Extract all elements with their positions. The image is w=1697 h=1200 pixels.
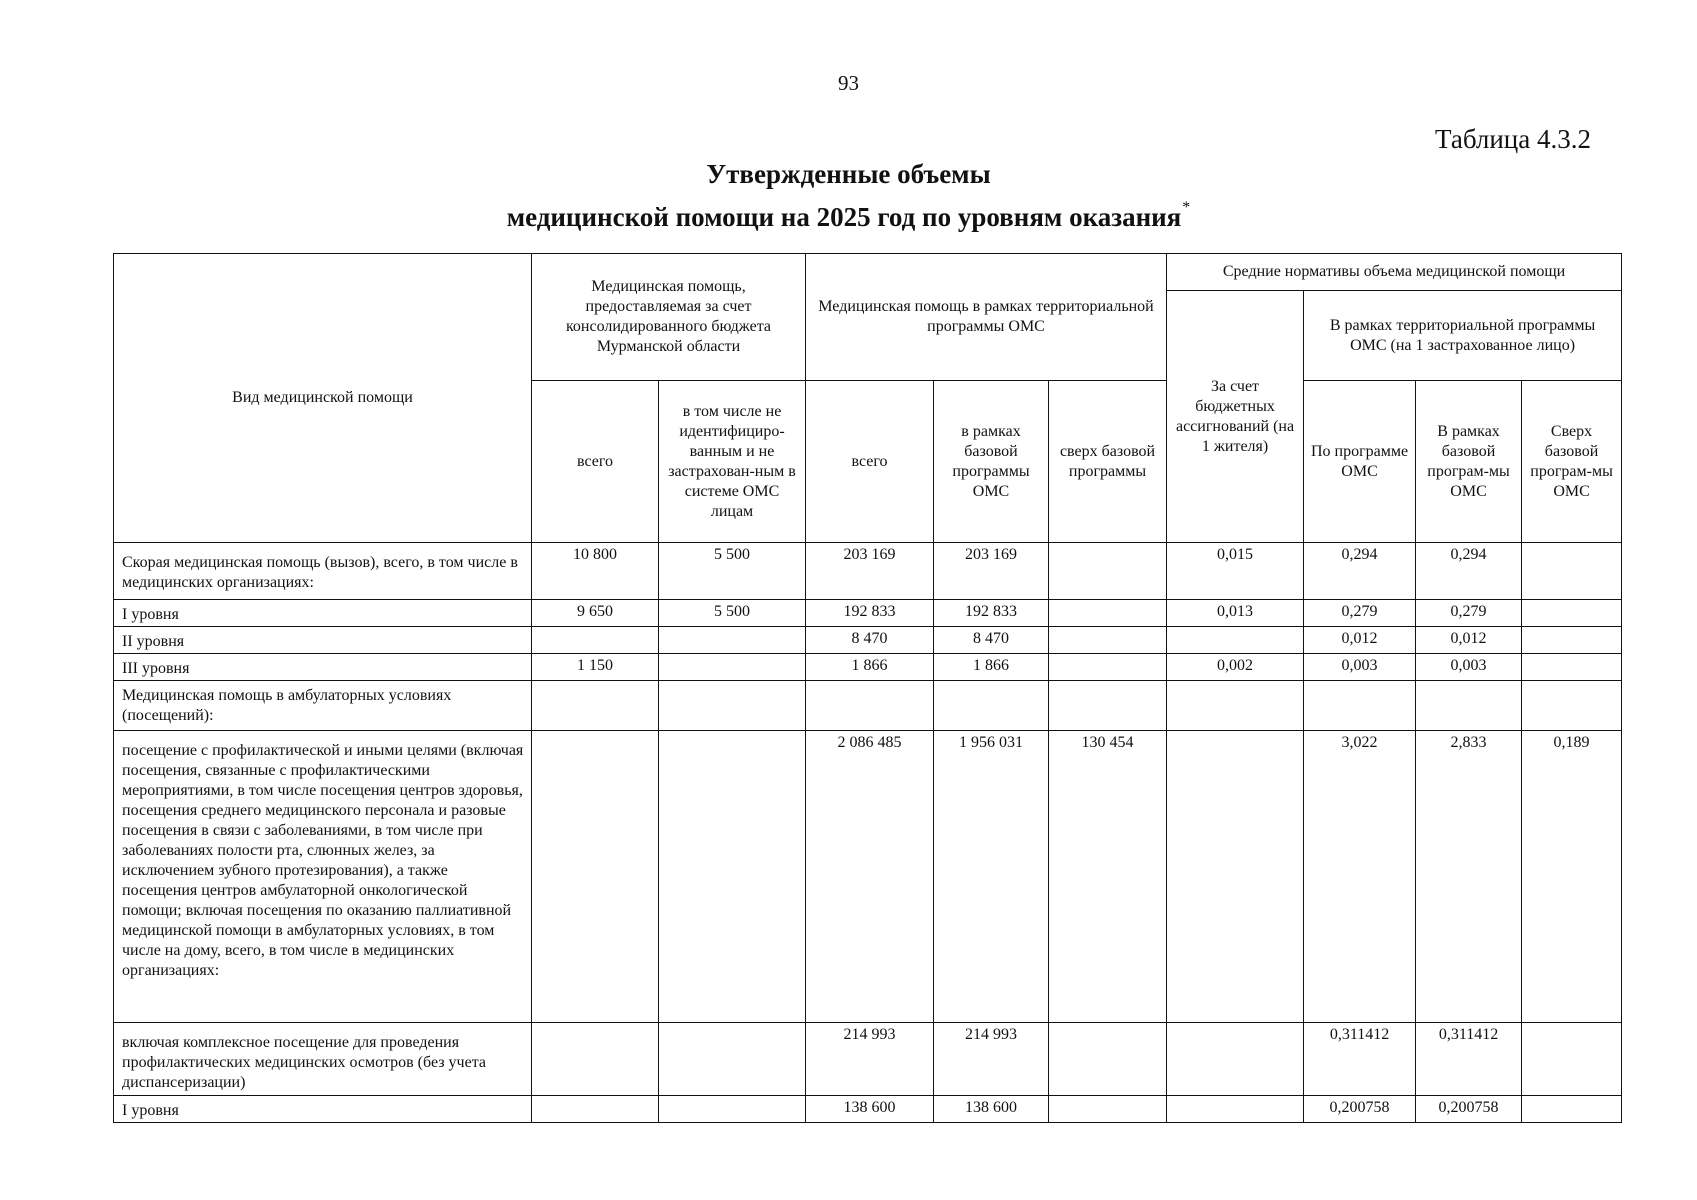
header-budget-group: Медицинская помощь, предоставляемая за счет консолидированного бюджета Мурманской области bbox=[532, 254, 806, 381]
row-label: Медицинская помощь в амбулаторных условиях (посещений): bbox=[114, 681, 532, 731]
title-line-2 bbox=[0, 191, 1697, 234]
table-row bbox=[114, 1023, 1622, 1096]
cell-value: 214 993 bbox=[806, 1023, 934, 1096]
title-line-1: Утвержденные объемы bbox=[706, 159, 991, 189]
cell-value bbox=[532, 627, 659, 654]
cell-value: 203 169 bbox=[806, 543, 934, 600]
cell-value bbox=[1522, 1096, 1622, 1123]
cell-value bbox=[1167, 627, 1304, 654]
cell-value: 138 600 bbox=[806, 1096, 934, 1123]
cell-value: 5 500 bbox=[659, 600, 806, 627]
header-norm-above-base: Сверх базовой програм-мы ОМС bbox=[1522, 381, 1622, 543]
row-label: включая комплексное посещение для проведения профилактических медицинских осмотров (без учета диспансеризации) bbox=[114, 1023, 532, 1096]
header-oms-base: в рамках базовой программы ОМС bbox=[934, 381, 1049, 543]
cell-value: 138 600 bbox=[934, 1096, 1049, 1123]
footnote-mark: * bbox=[1182, 199, 1191, 216]
cell-value bbox=[1167, 681, 1304, 731]
header-budget-per-resident: За счет бюджетных ассигнований (на 1 жителя) bbox=[1167, 291, 1304, 543]
cell-value: 0,002 bbox=[1167, 654, 1304, 681]
cell-value: 214 993 bbox=[934, 1023, 1049, 1096]
cell-value bbox=[1049, 543, 1167, 600]
row-label: посещение с профилактической и иными целями (включая посещения, связанные с профилактическими мероприятиями, в том числе посещения центров здоровья, посещения среднего медицинского персонала и разовые посещения в связи с заболеваниями, в том числе при заболеваниях полости рта, слюнных желез, за исключением зубного протезирования), а также посещения центров амбулаторной онкологической помощи; включая посещения по оказанию паллиативной медицинской помощи в амбулаторных условиях, в том числе на дому, всего, в том числе в медицинских организациях: bbox=[114, 731, 532, 1023]
cell-value: 0,279 bbox=[1304, 600, 1416, 627]
cell-value: 0,013 bbox=[1167, 600, 1304, 627]
cell-value bbox=[659, 654, 806, 681]
cell-value: 0,279 bbox=[1416, 600, 1522, 627]
header-vid: Вид медицинской помощи bbox=[114, 254, 532, 543]
cell-value: 203 169 bbox=[934, 543, 1049, 600]
cell-value bbox=[659, 731, 806, 1023]
row-label: III уровня bbox=[114, 654, 532, 681]
cell-value bbox=[1049, 654, 1167, 681]
cell-value bbox=[532, 731, 659, 1023]
table-row bbox=[114, 627, 1622, 654]
cell-value bbox=[1522, 600, 1622, 627]
cell-value bbox=[1167, 731, 1304, 1023]
header-oms-group: Медицинская помощь в рамках территориальной программы ОМС bbox=[806, 254, 1167, 381]
cell-value: 0,012 bbox=[1416, 627, 1522, 654]
row-label: Скорая медицинская помощь (вызов), всего, в том числе в медицинских организациях: bbox=[114, 543, 532, 600]
page-number: 93 bbox=[838, 71, 859, 95]
cell-value bbox=[1304, 681, 1416, 731]
cell-value: 192 833 bbox=[934, 600, 1049, 627]
header-oms-per-insured: В рамках территориальной программы ОМС (на 1 застрахованное лицо) bbox=[1304, 291, 1622, 381]
cell-value: 0,003 bbox=[1416, 654, 1522, 681]
cell-value bbox=[1522, 1023, 1622, 1096]
header-norm-oms-program: По программе ОМС bbox=[1304, 381, 1416, 543]
cell-value: 1 150 bbox=[532, 654, 659, 681]
cell-value bbox=[1049, 681, 1167, 731]
header-normative-group: Средние нормативы объема медицинской помощи bbox=[1167, 254, 1622, 291]
table-row bbox=[114, 600, 1622, 627]
cell-value: 1 866 bbox=[934, 654, 1049, 681]
header-budget-unidentified: в том числе не идентифициро-ванным и не застрахован-ным в системе ОМС лицам bbox=[659, 381, 806, 543]
cell-value: 1 956 031 bbox=[934, 731, 1049, 1023]
cell-value: 2 086 485 bbox=[806, 731, 934, 1023]
cell-value bbox=[1522, 627, 1622, 654]
cell-value bbox=[1522, 681, 1622, 731]
cell-value bbox=[1522, 543, 1622, 600]
cell-value: 0,200758 bbox=[1416, 1096, 1522, 1123]
cell-value bbox=[1049, 600, 1167, 627]
table-row bbox=[114, 654, 1622, 681]
header-oms-total: всего bbox=[806, 381, 934, 543]
document-title bbox=[0, 158, 1697, 234]
cell-value bbox=[1049, 627, 1167, 654]
cell-value bbox=[1049, 1096, 1167, 1123]
cell-value: 0,294 bbox=[1304, 543, 1416, 600]
cell-value bbox=[1167, 1023, 1304, 1096]
row-label: I уровня bbox=[114, 600, 532, 627]
cell-value: 1 866 bbox=[806, 654, 934, 681]
cell-value bbox=[532, 681, 659, 731]
header-oms-above: сверх базовой программы bbox=[1049, 381, 1167, 543]
cell-value bbox=[1416, 681, 1522, 731]
cell-value: 130 454 bbox=[1049, 731, 1167, 1023]
volumes-table bbox=[113, 253, 1622, 1123]
cell-value: 8 470 bbox=[806, 627, 934, 654]
header-budget-total: всего bbox=[532, 381, 659, 543]
cell-value: 0,294 bbox=[1416, 543, 1522, 600]
cell-value: 0,012 bbox=[1304, 627, 1416, 654]
cell-value: 3,022 bbox=[1304, 731, 1416, 1023]
cell-value: 0,200758 bbox=[1304, 1096, 1416, 1123]
cell-value: 2,833 bbox=[1416, 731, 1522, 1023]
cell-value bbox=[659, 1023, 806, 1096]
cell-value: 0,189 bbox=[1522, 731, 1622, 1023]
cell-value: 8 470 bbox=[934, 627, 1049, 654]
cell-value bbox=[532, 1023, 659, 1096]
row-label: II уровня bbox=[114, 627, 532, 654]
cell-value: 0,003 bbox=[1304, 654, 1416, 681]
table-row bbox=[114, 543, 1622, 600]
table-row bbox=[114, 681, 1622, 731]
row-label: I уровня bbox=[114, 1096, 532, 1123]
cell-value bbox=[1522, 654, 1622, 681]
cell-value: 9 650 bbox=[532, 600, 659, 627]
cell-value: 0,015 bbox=[1167, 543, 1304, 600]
table-label: Таблица 4.3.2 bbox=[1435, 124, 1591, 154]
cell-value: 10 800 bbox=[532, 543, 659, 600]
table-row bbox=[114, 731, 1622, 1023]
cell-value bbox=[659, 627, 806, 654]
cell-value: 192 833 bbox=[806, 600, 934, 627]
cell-value bbox=[934, 681, 1049, 731]
cell-value bbox=[532, 1096, 659, 1123]
cell-value bbox=[806, 681, 934, 731]
cell-value bbox=[659, 681, 806, 731]
cell-value: 5 500 bbox=[659, 543, 806, 600]
title-line-2-text: медицинской помощи на 2025 год по уровням оказания bbox=[506, 202, 1182, 232]
cell-value bbox=[1167, 1096, 1304, 1123]
table-row bbox=[114, 1096, 1622, 1123]
cell-value: 0,311412 bbox=[1304, 1023, 1416, 1096]
cell-value bbox=[659, 1096, 806, 1123]
cell-value bbox=[1049, 1023, 1167, 1096]
header-norm-base-program: В рамках базовой програм-мы ОМС bbox=[1416, 381, 1522, 543]
cell-value: 0,311412 bbox=[1416, 1023, 1522, 1096]
